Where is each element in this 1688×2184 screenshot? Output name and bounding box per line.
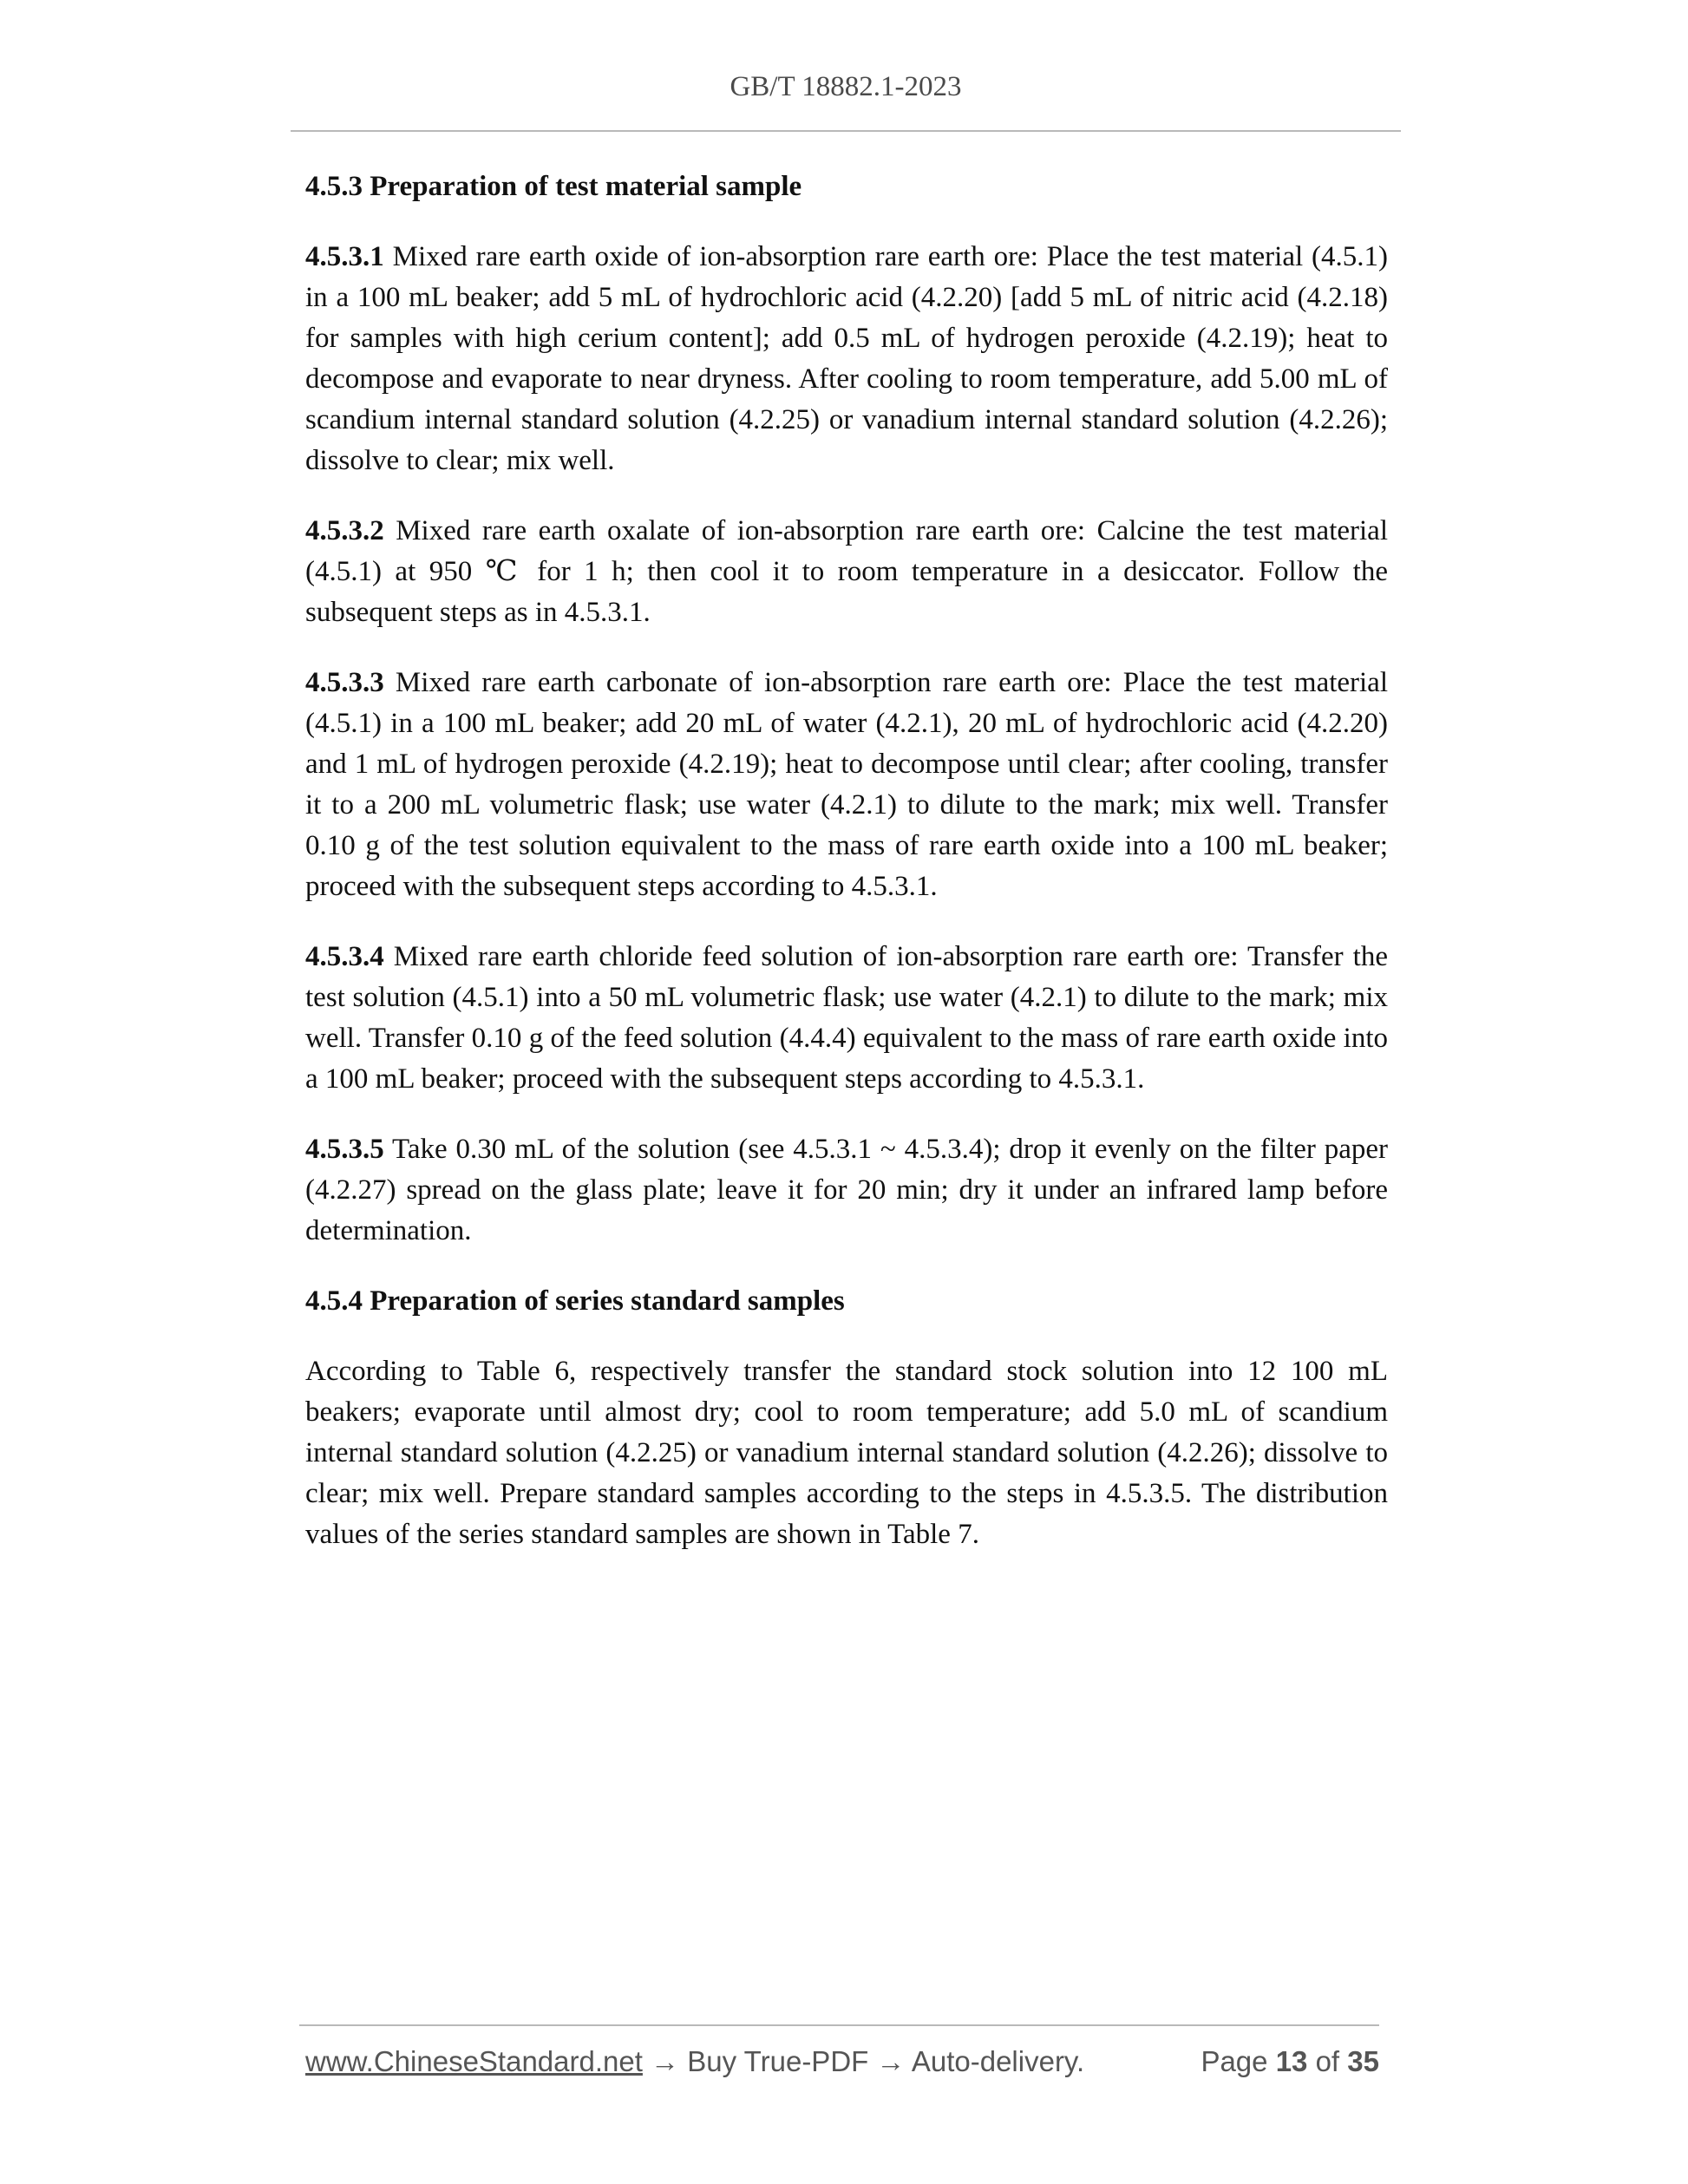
page-footer: [305, 2045, 1379, 2078]
website-link[interactable]: www.ChineseStandard.net: [305, 2045, 643, 2077]
clause-text: Mixed rare earth chloride feed solution of ion-absorption rare earth ore: Transfer the test solution (4.5.1) into a 50 mL volumetric flask; use water (4.2.1) to dilute to the mark; mix well. Transfer 0.10 g of the feed solution (4.4.4) equivalent to the mass of rare earth oxide into a 100 mL beaker; proceed with the subsequent steps according to 4.5.3.1.: [305, 941, 1388, 1095]
page-label: Page: [1201, 2045, 1268, 2077]
section-heading-4-5-3: 4.5.3 Preparation of test material sample: [305, 171, 802, 202]
clause-text: Mixed rare earth carbonate of ion-absorption rare earth ore: Place the test material (4.5.1) in a 100 mL beaker; add 20 mL of water (4.2.1), 20 mL of hydrochloric acid (4.2.20) and 1 mL of hydrogen peroxide (4.2.19); heat to decompose until clear; after cooling, transfer it to a 200 mL volumetric flask; use water (4.2.1) to dilute to the mark; mix well. Transfer 0.10 g of the test solution equivalent to the mass of rare earth oxide into a 100 mL beaker; proceed with the subsequent steps according to 4.5.3.1.: [305, 667, 1388, 902]
clause-4-5-3-1: [305, 237, 1388, 481]
page-content: [305, 167, 1388, 1585]
page-current: 13: [1275, 2045, 1308, 2077]
clause-text: Mixed rare earth oxide of ion-absorption rare earth ore: Place the test material (4.5.1) in a 100 mL beaker; add 5 mL of hydrochloric acid (4.2.20) [add 5 mL of nitric acid (4.2.18) for samples with high cerium content]; add 0.5 mL of hydrogen peroxide (4.2.19); heat to decompose and evaporate to near dryness. After cooling to room temperature, add 5.00 mL of scandium internal standard solution (4.2.25) or vanadium internal standard solution (4.2.26); dissolve to clear; mix well.: [305, 241, 1388, 476]
clause-number: 4.5.3.4: [305, 941, 384, 972]
clause-number: 4.5.3.1: [305, 241, 384, 272]
auto-delivery-text: Auto-delivery.: [911, 2045, 1085, 2077]
paragraph-series-standards: According to Table 6, respectively transfer the standard stock solution into 12 100 mL beakers; evaporate until almost dry; cool to room temperature; add 5.0 mL of scandium internal standard solution (4.2.25) or vanadium internal standard solution (4.2.26); dissolve to clear; mix well. Prepare standard samples according to the steps in 4.5.3.5. The distribution values of the series standard samples are shown in Table 7.: [305, 1356, 1388, 1550]
buy-true-pdf-text: Buy True-PDF: [687, 2045, 869, 2077]
footer-promo: [305, 2045, 1084, 2078]
page-total: 35: [1347, 2045, 1379, 2077]
page-number: [1201, 2045, 1379, 2078]
clause-text: Mixed rare earth oxalate of ion-absorption rare earth ore: Calcine the test material (4.5.1) at 950 ℃ for 1 h; then cool it to room temperature in a desiccator. Follow the subsequent steps as in 4.5.3.1.: [305, 515, 1388, 628]
clause-4-5-3-3: [305, 663, 1388, 907]
clause-number: 4.5.3.2: [305, 515, 384, 546]
footer-divider: [299, 2024, 1379, 2026]
section-heading-4-5-4: 4.5.4 Preparation of series standard samples: [305, 1285, 845, 1317]
clause-text: Take 0.30 mL of the solution (see 4.5.3.1 ~ 4.5.3.4); drop it evenly on the filter paper (4.2.27) spread on the glass plate; leave it for 20 min; dry it under an infrared lamp before determination.: [305, 1134, 1388, 1246]
arrow-icon: →: [876, 2045, 906, 2077]
clause-4-5-3-4: [305, 937, 1388, 1100]
header-divider: [291, 130, 1401, 132]
page-of-label: of: [1315, 2045, 1340, 2077]
document-id-header: GB/T 18882.1-2023: [730, 71, 962, 102]
clause-number: 4.5.3.3: [305, 667, 384, 698]
clause-number: 4.5.3.5: [305, 1134, 384, 1165]
clause-4-5-3-2: [305, 511, 1388, 633]
arrow-icon: →: [651, 2045, 680, 2077]
clause-4-5-3-5: [305, 1129, 1388, 1252]
